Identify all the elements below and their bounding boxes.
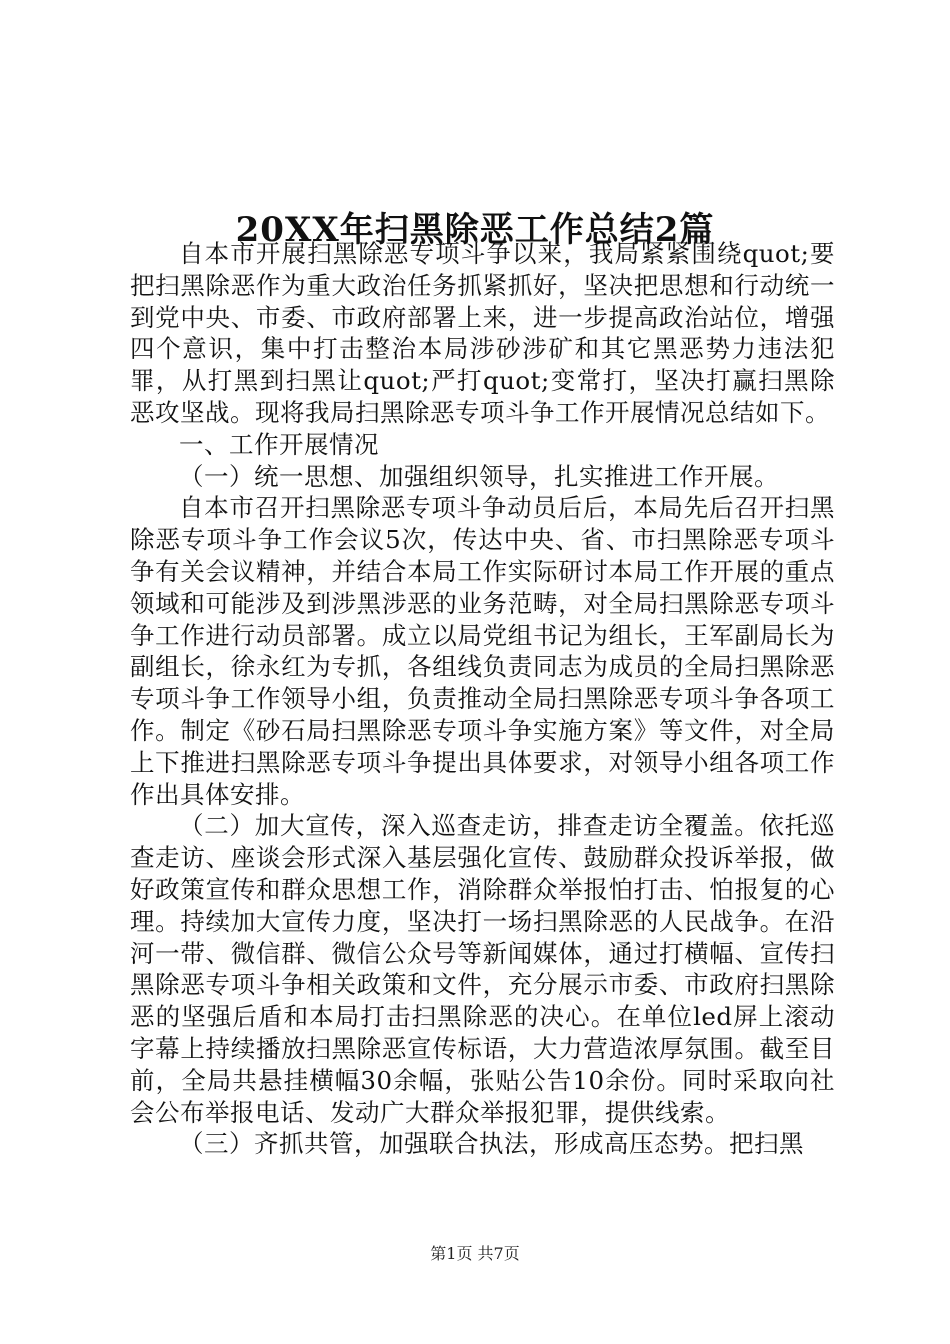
intro-paragraph: 自本市开展扫黑除恶专项斗争以来，我局紧紧围绕quot;要把扫黑除恶作为重大政治任务抓紧抓好，坚决把思想和行动统一到党中央、市委、市政府部署上来，进一步提高政治站位，增强四个意识，集中打击整治本局涉砂涉矿和其它黑恶势力违法犯罪，从打黑到扫黑让quot;严打quot;变常打，坚决打赢扫黑除恶攻坚战。现将我局扫黑除恶专项斗争工作开展情况总结如下。 <box>130 239 835 427</box>
body-paragraph: （二）加大宣传，深入巡查走访，排查走访全覆盖。依托巡查走访、座谈会形式深入基层强化宣传、鼓励群众投诉举报，做好政策宣传和群众思想工作，消除群众举报怕打击、怕报复的心理。持续加大宣传力度，坚决打一场扫黑除恶的人民战争。在沿河一带、微信群、微信公众号等新闻媒体，通过打横幅、宣传扫黑除恶专项斗争相关政策和文件，充分展示市委、市政府扫黑除恶的坚强后盾和本局打击扫黑除恶的决心。在单位led屏上滚动字幕上持续播放扫黑除恶宣传标语，大力营造浓厚氛围。截至目前，全局共悬挂横幅30余幅，张贴公告10余份。同时采取向社会公布举报电话、发动广大群众举报犯罪，提供线索。 <box>130 811 835 1127</box>
page-footer: 第1页 共7页 <box>430 1244 520 1263</box>
section-heading: 一、工作开展情况 <box>179 429 379 459</box>
body-paragraph: （三）齐抓共管，加强联合执法，形成高压态势。把扫黑 <box>179 1129 804 1159</box>
body-paragraph: 自本市召开扫黑除恶专项斗争动员后后，本局先后召开扫黑除恶专项斗争工作会议5次，传达中央、省、市扫黑除恶专项斗争有关会议精神，并结合本局工作实际研讨本局工作开展的重点领域和可能涉及到涉黑涉恶的业务范畴，对全局扫黑除恶专项斗争工作进行动员部署。成立以局党组书记为组长，王军副局长为副组长，徐永红为专抓，各组线负责同志为成员的全局扫黑除恶专项斗争工作领导小组，负责推动全局扫黑除恶专项斗争各项工作。制定《砂石局扫黑除恶专项斗争实施方案》等文件，对全局上下推进扫黑除恶专项斗争提出具体要求，对领导小组各项工作作出具体安排。 <box>130 493 835 809</box>
subsection-heading: （一）统一思想、加强组织领导，扎实推进工作开展。 <box>179 461 779 491</box>
document-title: 20XX年扫黑除恶工作总结2篇 <box>235 209 715 250</box>
document-body <box>130 238 835 1160</box>
